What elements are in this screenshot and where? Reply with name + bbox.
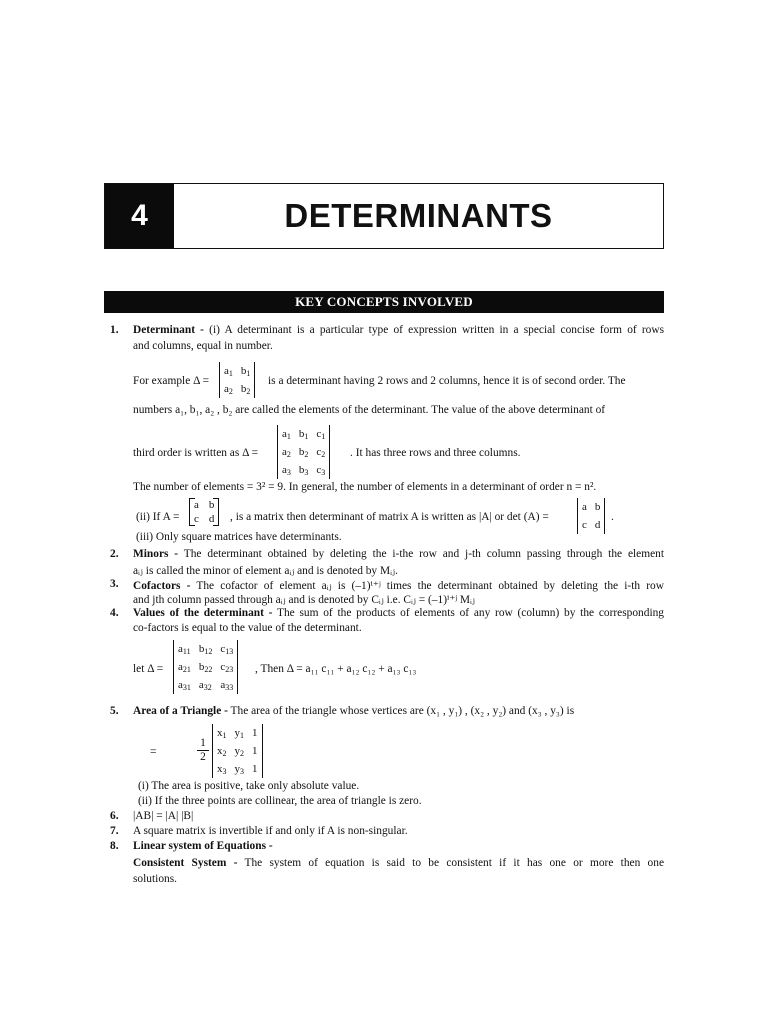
- matrix-entry: $c_{23}$: [220, 661, 234, 674]
- determinant-3x3: [277, 425, 330, 479]
- third-order-suffix: . It has three rows and three columns.: [350, 447, 521, 459]
- element-count-line: The number of elements = 3² = 9. In general, the number of elements in a determinant of order n = n².: [133, 481, 597, 493]
- item-number: 2.: [110, 548, 119, 560]
- item6-text: |AB| = |A| |B|: [133, 810, 194, 822]
- item-number: 8.: [110, 840, 119, 852]
- equals-sign: =: [150, 746, 157, 758]
- item1-text: (i) A determinant is a particular type of expression written in a special concise form of rows: [203, 324, 665, 336]
- item1-line1: [133, 324, 664, 336]
- expansion-formula: , Then Δ = a₁₁ c₁₁ + a₁₂ c₁₂ + a₁₃ c₁₃: [255, 663, 417, 675]
- item8-head: Linear system of Equations -: [133, 840, 273, 852]
- matrix-entry: $a_2$: [282, 446, 291, 459]
- matrix-entry: $c_3$: [316, 464, 326, 477]
- area-determinant: [212, 724, 263, 778]
- matrix-entry: $a_3$: [282, 464, 291, 477]
- chapter-header: [104, 183, 664, 249]
- matrix-end: .: [611, 511, 614, 523]
- item3-head: Cofactors -: [133, 580, 191, 592]
- determinant-3x3-values: [173, 640, 238, 694]
- item-number: 6.: [110, 810, 119, 822]
- item3-text: The cofactor of element aᵢⱼ is (–1)ⁱ⁺ʲ times the determinant obtained by deleting the i-th row: [190, 580, 664, 592]
- item8-line1: [133, 857, 664, 869]
- numbers-line: numbers a₁, b₁, a₂ , b₂ are called the elements of the determinant. The value of the above determinant of: [133, 404, 606, 416]
- item8-text: The system of equation is said to be consistent if it has one or more then one: [237, 857, 664, 869]
- example-suffix: is a determinant having 2 rows and 2 columns, hence it is of second order. The: [268, 375, 626, 387]
- chapter-number: 4: [105, 184, 174, 248]
- item7-text: A square matrix is invertible if and only if A is non-singular.: [133, 825, 408, 837]
- matrix-entry: $c_1$: [316, 428, 326, 441]
- matrix-prefix: (ii) If A =: [136, 511, 180, 523]
- item5-text: The area of the triangle whose vertices are (x₁ , y₁) , (x₂ , y₂) and (x₃ , y₃) is: [227, 705, 575, 717]
- matrix-entry: b: [594, 501, 601, 513]
- item8-line2: solutions.: [133, 873, 177, 885]
- item8-subhead: Consistent System -: [133, 857, 238, 869]
- item-number: 5.: [110, 705, 119, 717]
- item5-note2: (ii) If the three points are collinear, the area of triangle is zero.: [138, 795, 422, 807]
- matrix-entry: $b_2$: [298, 446, 309, 459]
- item3-line1: [133, 578, 664, 592]
- matrix-entry: 1: [252, 745, 258, 757]
- item1-line2: and columns, equal in number.: [133, 340, 273, 352]
- chapter-title: DETERMINANTS: [284, 197, 553, 234]
- matrix-entry: $b_3$: [298, 464, 309, 477]
- item1-iii: (iii) Only square matrices have determinants.: [136, 531, 342, 543]
- item1-head: Determinant -: [133, 324, 204, 336]
- item5-line1: [133, 705, 574, 717]
- matrix-entry: $y_1$: [234, 727, 244, 740]
- matrix-entry: c: [194, 513, 199, 525]
- matrix-entry: c: [582, 519, 587, 531]
- matrix-entry: $a_1$: [282, 428, 291, 441]
- matrix-entry: a: [582, 501, 587, 513]
- determinant-2x2: [219, 362, 255, 398]
- item4-text: The sum of the products of elements of any row (column) by the corresponding: [272, 607, 665, 619]
- item2-head: Minors -: [133, 548, 179, 560]
- item5-head: Area of a Triangle -: [133, 705, 228, 717]
- matrix-entry: $a_{31}$: [178, 679, 191, 692]
- matrix-entry: 1: [252, 727, 258, 739]
- fraction-numerator: 1: [197, 737, 209, 751]
- matrix-entry: $b_1$: [240, 365, 251, 378]
- let-delta: let Δ =: [133, 663, 164, 675]
- item2-text: The determinant obtained by deleting the i-the row and j-th column passing through the element: [178, 548, 664, 560]
- item2-line2: aᵢⱼ is called the minor of element aᵢⱼ and is denoted by Mᵢⱼ.: [133, 565, 398, 577]
- item-number: 7.: [110, 825, 119, 837]
- item4-head: Values of the determinant -: [133, 607, 273, 619]
- matrix-entry: $a_{32}$: [198, 679, 212, 692]
- matrix-entry: $a_2$: [224, 383, 233, 396]
- section-title: KEY CONCEPTS INVOLVED: [104, 291, 664, 313]
- matrix-entry: b: [208, 499, 215, 511]
- example-prefix: For example Δ =: [133, 375, 210, 387]
- item-number: 3.: [110, 578, 119, 590]
- matrix-entry: $x_3$: [217, 763, 227, 776]
- matrix-entry: $c_{13}$: [220, 643, 234, 656]
- determinant-of-a: [577, 498, 605, 534]
- matrix-entry: $a_{11}$: [178, 643, 191, 656]
- matrix-entry: d: [208, 513, 215, 525]
- matrix-entry: $b_{12}$: [198, 643, 213, 656]
- matrix-entry: $a_{21}$: [178, 661, 191, 674]
- matrix-entry: $y_3$: [234, 763, 244, 776]
- one-half-fraction: [197, 737, 209, 764]
- matrix-text: , is a matrix then determinant of matrix A is written as |A| or det (A) =: [230, 511, 549, 523]
- matrix-a: [189, 498, 219, 526]
- matrix-entry: $a_1$: [224, 365, 233, 378]
- item2-line1: [133, 548, 664, 560]
- third-order-prefix: third order is written as Δ =: [133, 447, 259, 459]
- item5-note1: (i) The area is positive, take only absolute value.: [138, 780, 360, 792]
- matrix-entry: $x_1$: [217, 727, 227, 740]
- item-number: 4.: [110, 607, 119, 619]
- item4-line2: co-factors is equal to the value of the determinant.: [133, 622, 362, 634]
- matrix-entry: d: [594, 519, 601, 531]
- matrix-entry: $c_2$: [316, 446, 326, 459]
- matrix-entry: 1: [252, 763, 258, 775]
- item-number: 1.: [110, 324, 119, 336]
- matrix-entry: $a_{33}$: [220, 679, 234, 692]
- fraction-denominator: 2: [200, 751, 206, 763]
- matrix-entry: $b_{22}$: [198, 661, 213, 674]
- matrix-entry: $y_2$: [234, 745, 244, 758]
- matrix-entry: $x_2$: [217, 745, 227, 758]
- matrix-entry: $b_2$: [240, 383, 251, 396]
- item3-line2: and jth column passed through aᵢⱼ and is denoted by Cᵢⱼ i.e. Cᵢⱼ = (–1)ⁱ⁺ʲ Mᵢⱼ: [133, 594, 475, 606]
- matrix-entry: a: [194, 499, 199, 511]
- matrix-entry: $b_1$: [298, 428, 309, 441]
- item4-line1: [133, 607, 664, 619]
